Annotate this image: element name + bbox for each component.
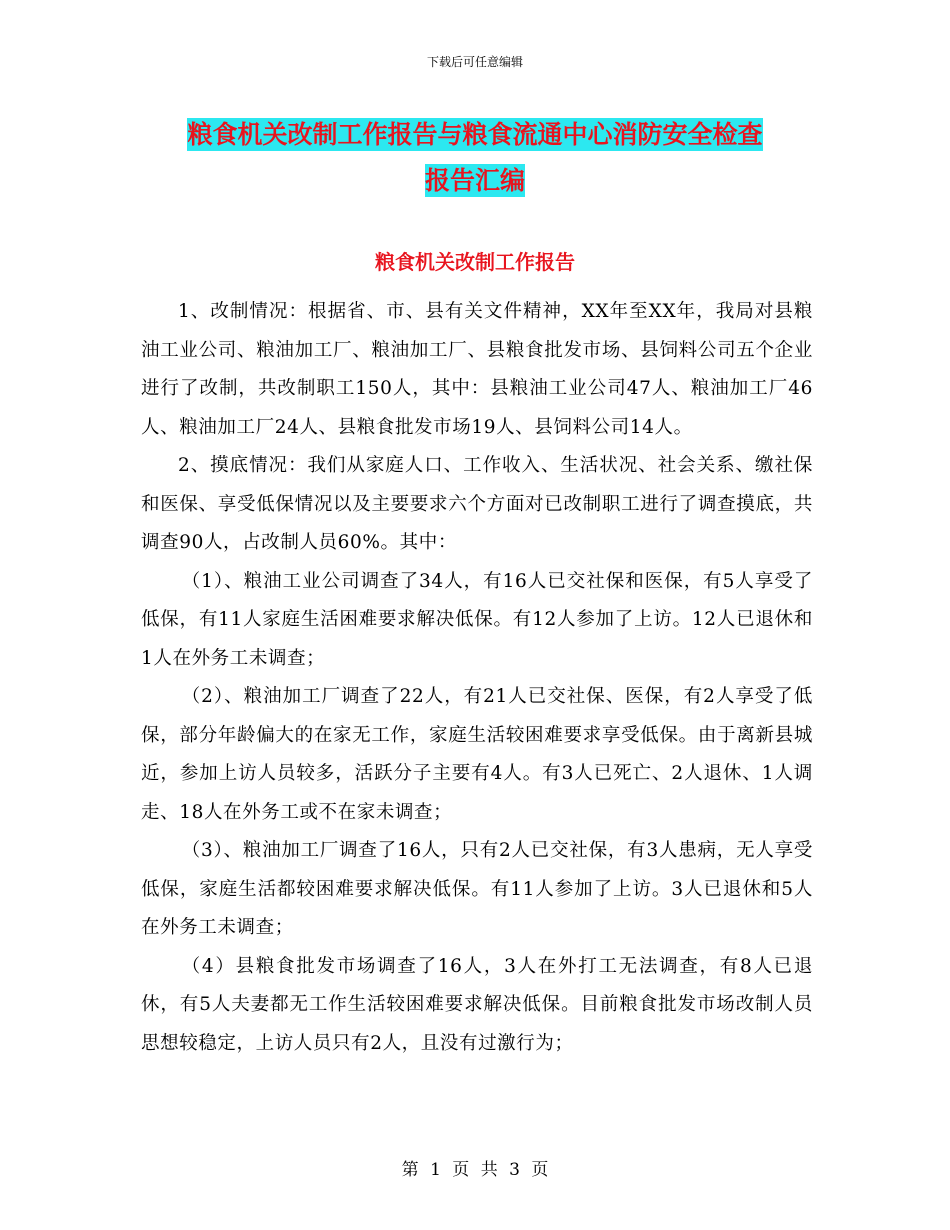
title-line-1: 粮食机关改制工作报告与粮食流通中心消防安全检查 [187,120,763,149]
section-title: 粮食机关改制工作报告 [375,250,575,274]
document-title [140,112,810,204]
page-footer: 第 1 页 共 3 页 [401,1160,549,1180]
paragraph-item-1: （1）、粮油工业公司调查了34人，有16人已交社保和医保，有5人享受了低保，有11人家庭生活困难要求解决低保。有12人参加了上访。12人已退休和1人在外务工未调查； [141,570,813,669]
paragraph-item-2: （2）、粮油加工厂调查了22人，有21人已交社保、医保，有2人享受了低保，部分年龄偏大的在家无工作，家庭生活较困难要求享受低保。由于离新县城近，参加上访人员较多，活跃分子主要有4人。有3人已死亡、2人退休、1人调走、18人在外务工或不在家未调查； [141,686,813,823]
title-line-2: 报告汇编 [424,166,525,195]
document-body [141,293,813,1063]
paragraph-reform-status: 1、改制情况：根据省、市、县有关文件精神，XX年至XX年，我局对县粮油工业公司、粮油加工厂、粮油加工厂、县粮食批发市场、县饲料公司五个企业进行了改制，共改制职工150人，其中：县粮油工业公司47人、粮油加工厂46人、粮油加工厂24人、县粮食批发市场19人、县饲料公司14人。 [141,301,813,438]
paragraph-item-4: （4）县粮食批发市场调查了16人，3人在外打工无法调查，有8人已退休，有5人夫妻都无工作生活较困难要求解决低保。目前粮食批发市场改制人员思想较稳定，上访人员只有2人，且没有过激行为； [141,955,813,1054]
paragraph-item-3: （3）、粮油加工厂调查了16人，只有2人已交社保，有3人患病，无人享受低保，家庭生活都较困难要求解决低保。有11人参加了上访。3人已退休和5人在外务工未调查； [141,840,813,938]
header-note: 下载后可任意编辑 [426,55,523,69]
paragraph-survey-status: 2、摸底情况：我们从家庭人口、工作收入、生活状况、社会关系、缴社保和医保、享受低保情况以及主要要求六个方面对已改制职工进行了调查摸底，共调查90人，占改制人员60%。其中： [141,455,813,553]
